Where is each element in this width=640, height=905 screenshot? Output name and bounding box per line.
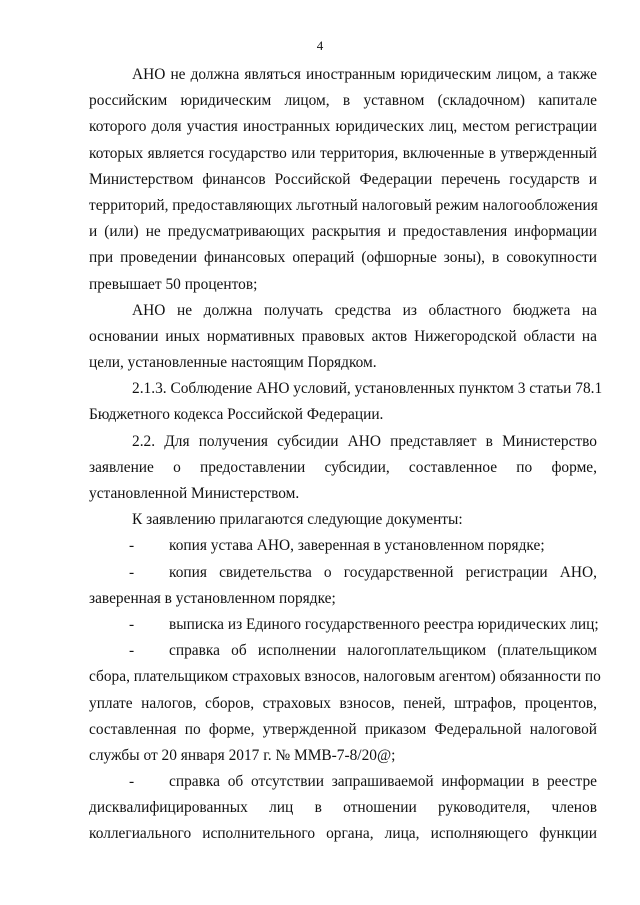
text-line: превышает 50 процентов; [89, 275, 258, 293]
list-dash: - [129, 773, 135, 791]
text-line: установленной Министерством. [89, 485, 300, 502]
text-line: 2.1.3. Соблюдение АНО условий, установленных пунктом 3 статьи 78.1 [132, 380, 603, 398]
paragraph [89, 298, 597, 377]
text-line: составленная по форме, утвержденной приказом Федеральной налоговой [89, 720, 597, 738]
paragraph [89, 376, 603, 428]
text-line: 2.2. Для получения субсидии АНО представляет в Министерство [132, 432, 597, 450]
text-line: территорий, предоставляющих льготный налоговый режим налогообложения [89, 196, 598, 214]
text-line: справка об исполнении налогоплательщиком (плательщиком [169, 642, 597, 660]
text-line: сбора, плательщиком страховых взносов, налоговым агентом) обязанности по [89, 668, 601, 686]
list-dash: - [129, 563, 135, 581]
list-item [89, 560, 597, 612]
text-line: которых является государство или территория, включенные в утвержденный [89, 144, 597, 162]
text-line: Бюджетного кодекса Российской Федерации. [89, 406, 384, 424]
list-item [89, 638, 601, 769]
text-line: копия устава АНО, заверенная в установленном порядке; [169, 537, 545, 555]
text-line: основании иных нормативных правовых актов Нижегородской области на [89, 327, 597, 345]
list-item [89, 533, 597, 559]
list-dash: - [129, 615, 135, 633]
text-line: цели, установленные настоящим Порядком. [89, 354, 377, 372]
text-line: АНО не должна являться иностранным юридическим лицом, а также [132, 66, 597, 83]
text-line: копия свидетельства о государственной регистрации АНО, [169, 563, 597, 581]
list-item-first-line [89, 769, 597, 795]
list-item-first-line [89, 612, 597, 638]
text-line: Министерством финансов Российской Федерации перечень государств и [89, 170, 597, 188]
text-line: справка об отсутствии запрашиваемой информации в реестре [169, 773, 597, 791]
text-line: заявление о предоставлении субсидии, составленное по форме, [89, 458, 597, 476]
page-number: 4 [316, 38, 324, 53]
text-line: К заявлению прилагаются следующие документы: [132, 511, 463, 529]
list-item-first-line [89, 560, 597, 586]
list-item-first-line [89, 638, 597, 664]
text-line: и (или) не предусматривающих раскрытия и предоставления информации [89, 223, 597, 241]
text-line: российским юридическим лицом, в уставном (складочном) капитале [89, 92, 597, 110]
paragraph [89, 507, 597, 533]
text-line: службы от 20 января 2017 г. № ММВ-7-8/20@; [89, 746, 396, 764]
text-line: дисквалифицированных лиц в отношении руководителя, членов [89, 799, 597, 817]
text-line: выписка из Единого государственного реестра юридических лиц; [169, 615, 599, 633]
text-line: уплате налогов, сборов, страховых взносов, пеней, штрафов, процентов, [89, 694, 597, 712]
text-line: которого доля участия иностранных юридических лиц, местом регистрации [89, 118, 597, 136]
text-line: АНО не должна получать средства из областного бюджета на [132, 301, 597, 319]
paragraph [89, 62, 597, 298]
text-line: заверенная в установленном порядке; [89, 589, 336, 607]
list-item [89, 769, 597, 848]
list-item [89, 612, 597, 638]
text-line: коллегиального исполнительного органа, лица, исполняющего функции [89, 825, 597, 843]
list-dash: - [129, 537, 135, 555]
paragraph [89, 429, 597, 508]
list-dash: - [129, 642, 135, 660]
text-line: при проведении финансовых операций (офшорные зоны), в совокупности [89, 249, 597, 267]
list-item-first-line [89, 533, 597, 559]
document-body [89, 62, 603, 848]
